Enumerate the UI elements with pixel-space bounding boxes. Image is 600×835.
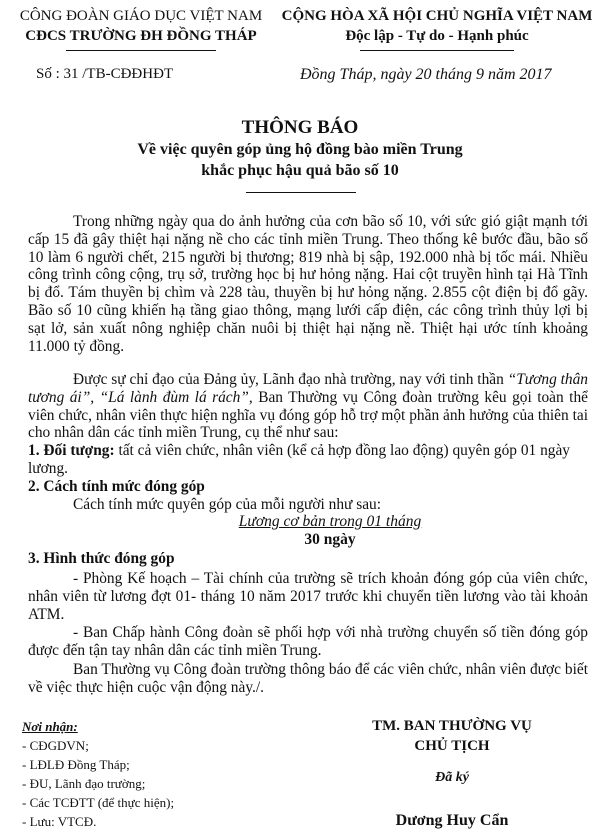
recipient-item: - CĐGDVN; [22, 738, 89, 753]
document-number: Số : 31 /TB-CĐĐHĐT [36, 66, 174, 82]
section-3-item-2: - Ban Chấp hành Công đoàn sẽ phối hợp với nhà trường chuyển số tiền đóng góp được đến tận tay nhân dân các tỉnh miền Trung. [28, 624, 588, 659]
recipient-item: - Các TCĐTT (để thực hiện); [22, 795, 175, 810]
section-1-label: 1. Đối tượng: [28, 442, 115, 459]
motto-underline [360, 50, 514, 51]
recipient-item: - ĐU, Lãnh đạo trường; [22, 776, 146, 791]
org-name-line2: CĐCS TRƯỜNG ĐH ĐỒNG THÁP [25, 28, 257, 44]
signature-title: TM. BAN THƯỜNG VỤ [372, 718, 532, 734]
recipient-item: - LĐLĐ Đồng Tháp; [22, 757, 130, 772]
date-line: Đồng Tháp, ngày 20 tháng 9 năm 2017 [300, 66, 552, 83]
title-divider [246, 192, 356, 193]
section-2-text: Cách tính mức quyên góp của mỗi người như sau: [73, 496, 382, 513]
para2-end: , Ban Thường vụ Công đoàn trường kêu gọi toàn thể viên chức, nhân viên thực hiện nghĩa vụ đóng góp hỗ trợ một phần ảnh hưởng của thiên tai cho nhân dân các tỉnh miền Trung, cụ thể như sau: [28, 388, 588, 442]
section-3-heading: 3. Hình thức đóng góp [28, 550, 175, 567]
recipients-list [22, 717, 174, 831]
document-subtitle-line1: Về việc quyên góp ủng hộ đồng bào miền Trung [137, 141, 463, 158]
section-1 [28, 442, 588, 478]
nation-motto-line1: CỘNG HÒA XÃ HỘI CHỦ NGHĨA VIỆT NAM [281, 8, 593, 24]
paragraph-intro: Trong những ngày qua do ảnh hưởng của cơn bão số 10, với sức gió giật mạnh tới cấp 15 đã gây thiệt hại nặng nề cho các tỉnh miền Trung. Theo thống kê bước đầu, bão số 10 làm 6 người chết, 215 người bị thương; 819 nhà bị sập, 192.000 nhà bị tốc mái. Nhiều công trình công cộng, trụ sở, trường học bị hư hỏng nặng. Hai cột truyền hình tại Hà Tĩnh bị đổ. Tám thuyền bị chìm và 228 tàu, thuyền bị hư hỏng nặng. 2.855 cột điện bị đổ gãy. Bão số 10 cũng khiến hạ tầng giao thông, mạng lưới cấp điện, các công trình thủy lợi bị sạt lở, sản xuất nông nghiệp chăn nuôi bị thiệt hại nặng nề. Thiệt hại ước tính khoảng 11.000 tỷ đồng. [28, 213, 588, 355]
section-3-item-1: - Phòng Kế hoạch – Tài chính của trường sẽ trích khoản đóng góp của viên chức, nhân viên từ lương đợt 01- tháng 10 năm 2017 trước khi chuyển tiền lương vào tài khoản ATM. [28, 570, 588, 623]
org-name-line1: CÔNG ĐOÀN GIÁO DỤC VIỆT NAM [19, 8, 263, 24]
nation-motto-line2: Độc lập - Tự do - Hạnh phúc [345, 28, 529, 44]
document-subtitle-line2: khắc phục hậu quả bão số 10 [201, 162, 399, 179]
document-title: THÔNG BÁO [241, 117, 359, 138]
recipient-item: - Lưu: VTCĐ. [22, 814, 97, 829]
organization-header [6, 6, 276, 46]
signature-block [340, 716, 564, 830]
section-2-heading: 2. Cách tính mức đóng góp [28, 478, 205, 495]
formula-numerator: Lương cơ bản trong 01 tháng [238, 513, 422, 530]
recipients-title: Nơi nhận: [22, 719, 78, 734]
para2-quote: “Tương thân tương ái”, “Lá lành đùm lá rách” [28, 371, 589, 406]
formula-denominator: 30 ngày [304, 531, 356, 548]
signature-position: CHỦ TỊCH [414, 738, 490, 754]
national-header [278, 6, 596, 46]
closing-paragraph: Ban Thường vụ Công đoàn trường thông báo để các viên chức, nhân viên được biết về việc thực hiện cuộc vận động này./. [28, 661, 588, 696]
para2-start: Được sự chỉ đạo của Đảng ủy, Lãnh đạo nhà trường, nay với tinh thần [73, 371, 508, 388]
paragraph-call-to-action [28, 371, 588, 442]
signer-name: Dương Huy Cẩn [395, 812, 509, 829]
org-underline [66, 50, 216, 51]
signed-note: Đã ký [435, 770, 469, 785]
section-1-text: tất cả viên chức, nhân viên (kể cả hợp đồng lao động) quyên góp 01 ngày lương. [28, 442, 571, 477]
